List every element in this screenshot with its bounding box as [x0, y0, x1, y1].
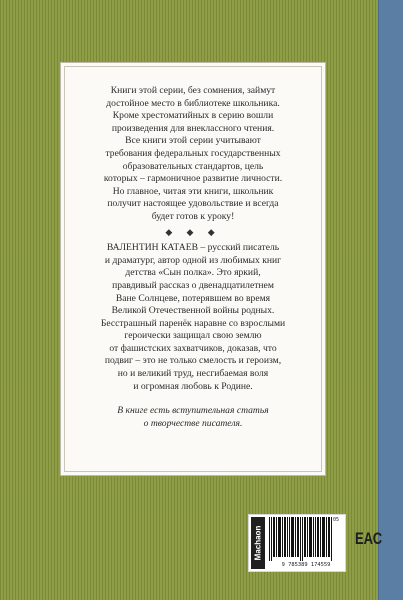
- intro-note: [75, 405, 311, 430]
- author-line: правдивый рассказ о двенадцатилетнем: [112, 279, 274, 291]
- series-line: требования федеральных государственных: [105, 147, 281, 159]
- barcode-icon: [269, 517, 341, 567]
- series-description: [75, 85, 311, 224]
- series-line: образовательных стандартов, цель: [122, 160, 264, 172]
- series-line: Но главное, читая эти книги, школьник: [112, 185, 274, 197]
- author-line: и драматург, автор одной из любимых книг: [104, 254, 282, 266]
- text-panel: [64, 66, 322, 472]
- publisher-logo: [251, 517, 265, 569]
- author-line: Бесстрашный паренёк наравне со взрослыми: [100, 317, 286, 329]
- series-line: которых – гармоничное развитие личности.: [103, 173, 283, 185]
- ornament-divider: ◆ ◆ ◆: [165, 226, 221, 237]
- author-line: Ване Солнцеве, потерявшем во время: [115, 292, 271, 304]
- series-line: Кроме хрестоматийных в серию вошли: [112, 110, 274, 122]
- publisher-name: Machaon: [253, 525, 263, 561]
- author-line: героически защищал свою землю: [124, 330, 262, 342]
- author-description: [75, 242, 311, 393]
- author-line: от фашистских захватчиков, доказав, что: [109, 342, 277, 354]
- note-line: В книге есть вступительная статья: [117, 405, 269, 417]
- author-line: ВАЛЕНТИН КАТАЕВ – русский писатель: [106, 242, 280, 254]
- barcode-bars-svg: [269, 517, 333, 561]
- series-line: Книги этой серии, без сомнения, займут: [110, 85, 276, 96]
- barcode-addon: 05: [333, 517, 340, 523]
- isbn-number: 9 785389 174559: [267, 561, 345, 569]
- note-line: о творчестве писателя.: [143, 417, 243, 429]
- series-line: получит настоящее удовольствие и всегда: [107, 198, 279, 210]
- barcode-label: [248, 514, 346, 572]
- author-line: и огромная любовь к Родине.: [133, 380, 253, 392]
- author-line: Великой Отечественной войны родных.: [111, 305, 275, 317]
- series-line: Все книги этой серии учитывают: [125, 135, 261, 147]
- series-line: будет готов к уроку!: [151, 210, 235, 222]
- author-line: подвиг – это не только смелость и героизм,: [104, 355, 282, 367]
- author-line: но и великий труд, несгибаемая воля: [117, 368, 269, 380]
- author-line: детства «Сын полка». Это яркий,: [125, 267, 261, 279]
- eac-certification-mark: ЕАС: [355, 529, 383, 548]
- series-line: достойное место в библиотеке школьника.: [106, 97, 280, 109]
- series-line: произведения для внеклассного чтения.: [111, 122, 275, 134]
- book-spine: [378, 0, 403, 600]
